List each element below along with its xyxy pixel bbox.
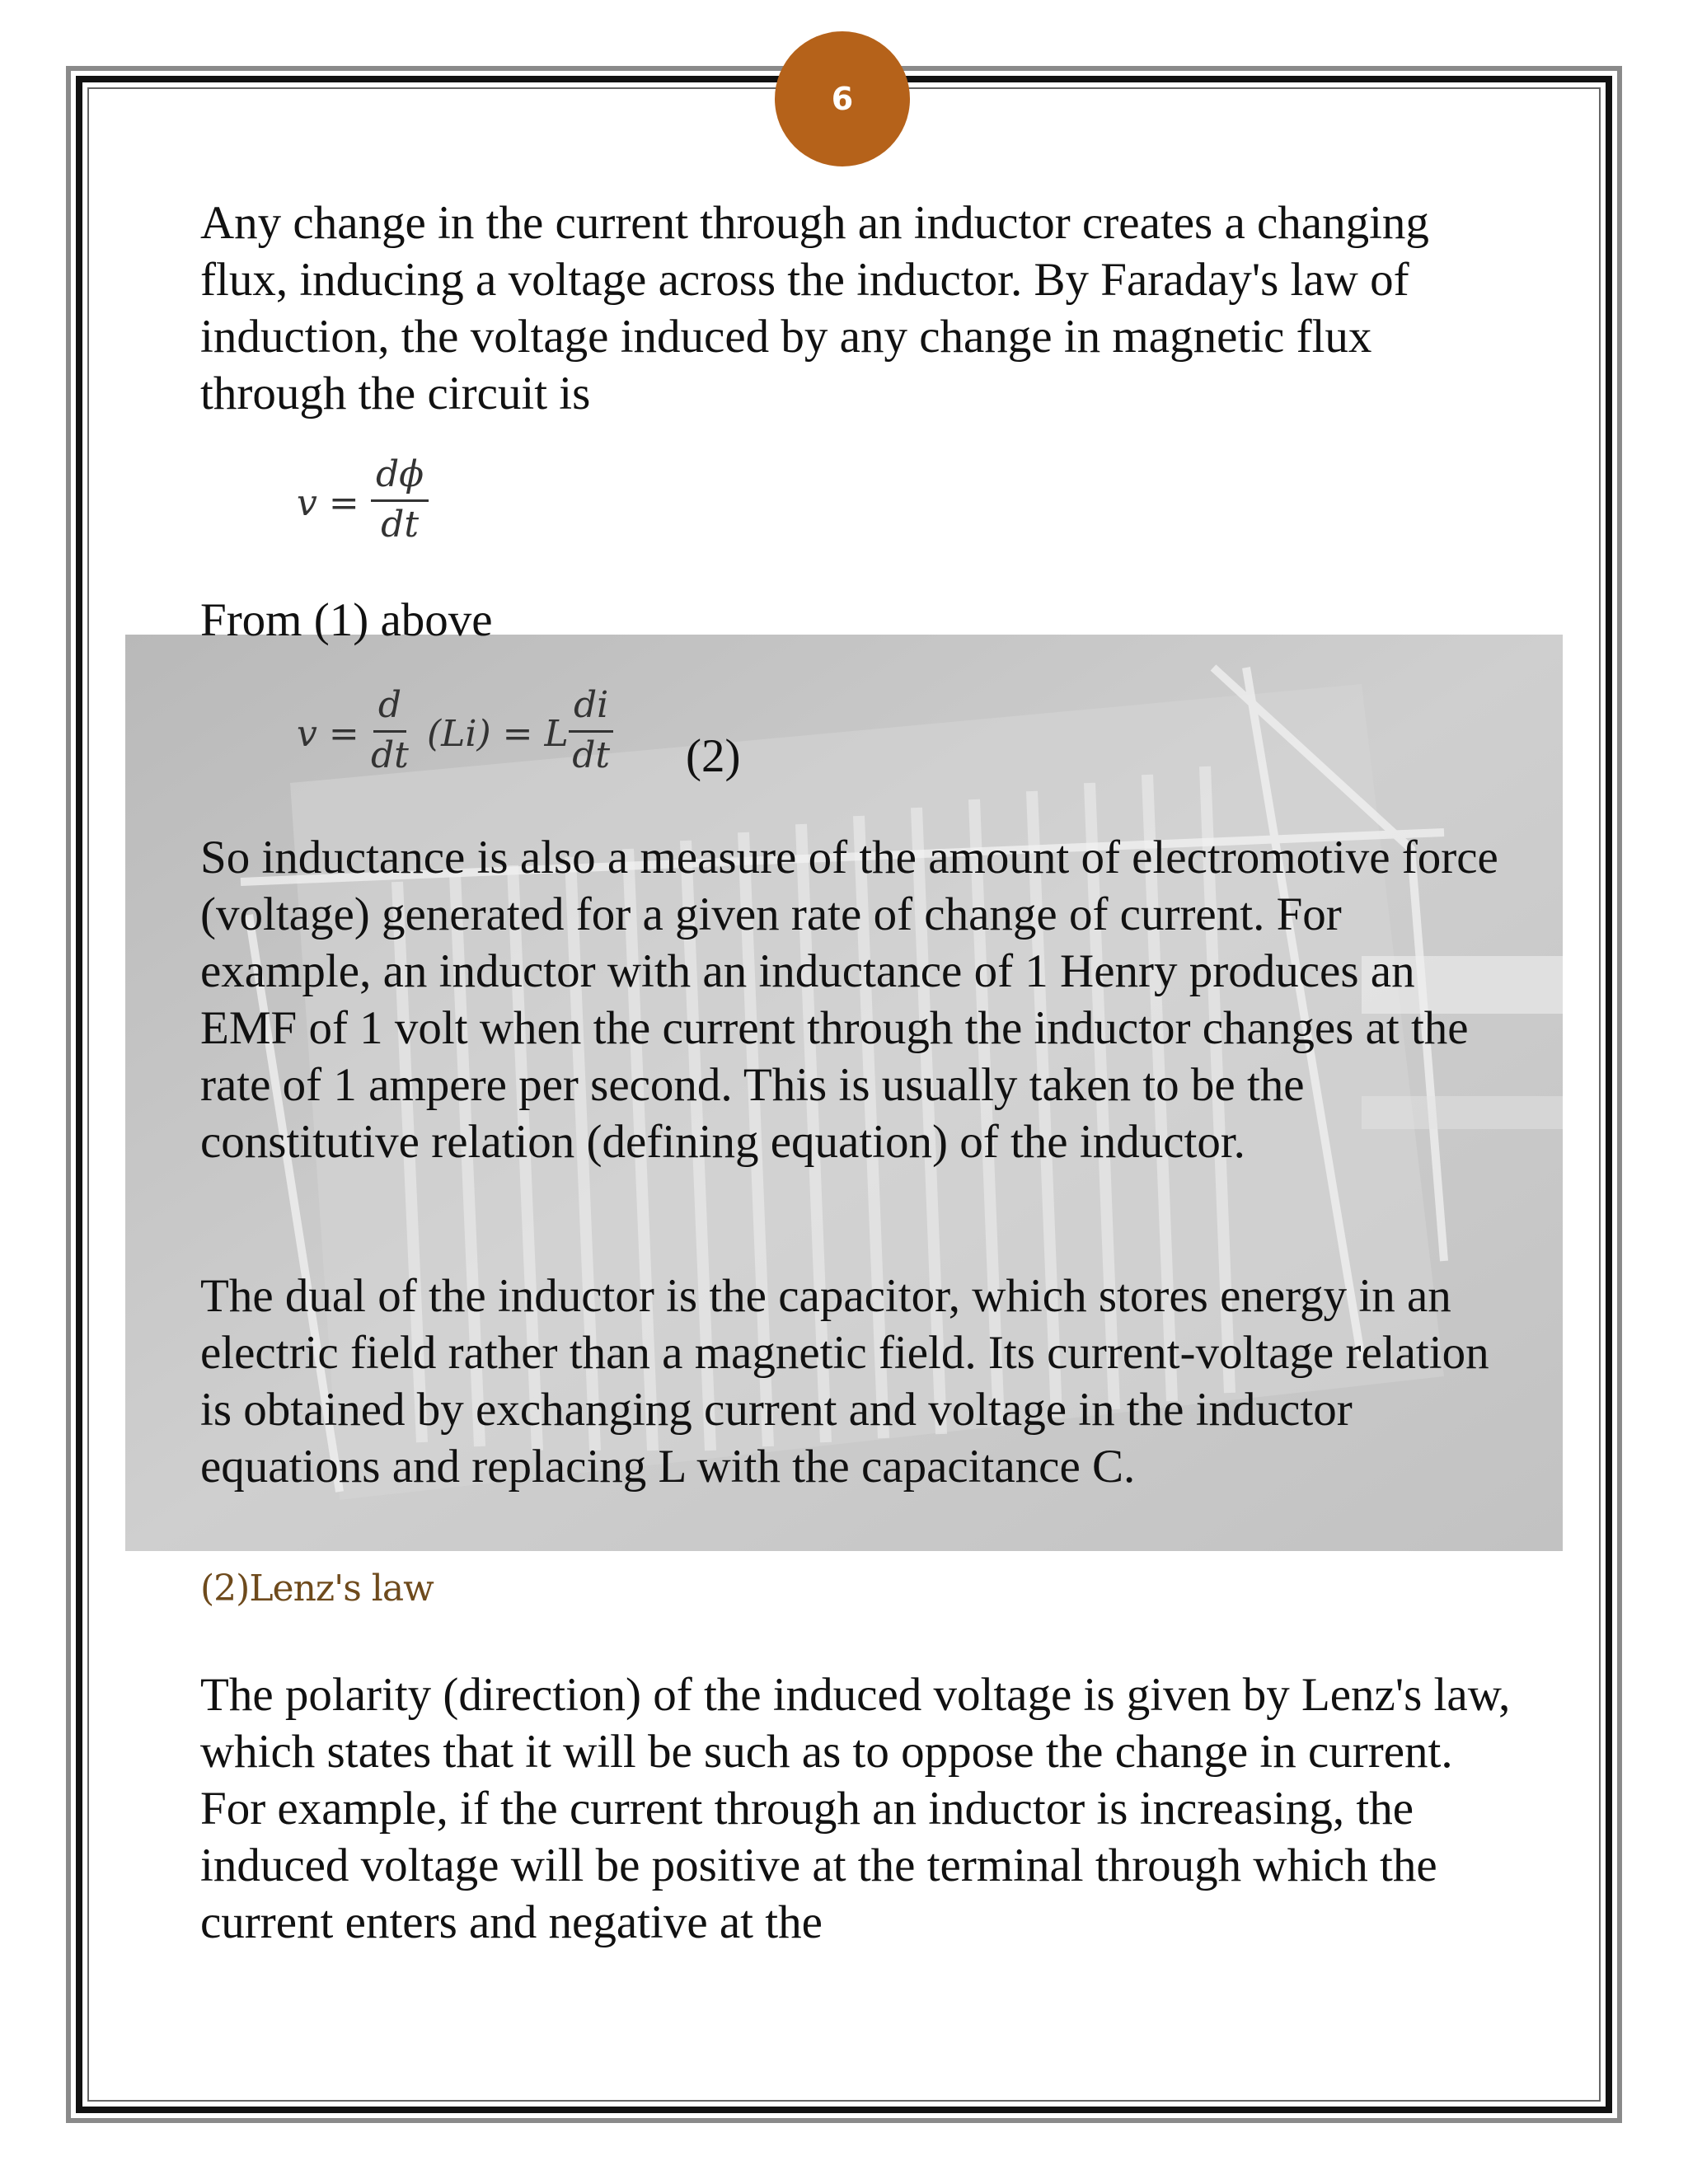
equation2-fraction-d-dt <box>371 684 409 777</box>
equation2-fraction-di-dt <box>569 684 613 777</box>
equation2-fraction1-denominator: dt <box>371 734 409 776</box>
paragraph-inductance-measure: So inductance is also a measure of the amount of electromotive force (voltage) generated for a given rate of change of current. For example, an inductor with an inductance of 1 Henry produces an EMF of 1 volt when the current through the inductor changes at the rate of 1 ampere per second. This is usually taken to be the constitutive relation (defining equation) of the inductor. <box>200 832 1498 1168</box>
equation1-denominator: dt <box>381 504 420 546</box>
section-heading-lenz: (2)Lenz's law <box>200 1568 434 1610</box>
equation2-middle: (Li) = L <box>427 713 569 755</box>
paragraph-lenz-law: The polarity (direction) of the induced voltage is given by Lenz's law, which states that it will be such as to oppose the change in current. For example, if the current through an inductor is increasing, the induced voltage will be positive at the terminal through which the current enters and negative at the <box>200 1669 1511 1948</box>
equation1-numerator: dϕ <box>371 453 429 502</box>
paragraph-from-above: From (1) above <box>200 594 493 646</box>
equation1-lhs: v = <box>297 482 359 524</box>
paragraph-dual-capacitor: The dual of the inductor is the capacitor, which stores energy in an electric field rather than a magnetic field. Its current-voltage relation is obtained by exchanging current and voltage in the inductor equations and replacing L with the capacitance C. <box>200 1270 1489 1493</box>
equation1-fraction <box>371 453 429 546</box>
equation2-lhs: v = <box>297 713 359 755</box>
page-number-badge: 6 <box>775 31 910 166</box>
paragraph-faraday: Any change in the current through an inductor creates a changing flux, inducing a voltage across the inductor. By Faraday's law of induction, the voltage induced by any change in magnetic flux through the circuit is <box>200 197 1429 419</box>
equation2-fraction2-numerator: di <box>569 684 613 733</box>
equation2-number: (2) <box>686 730 741 782</box>
equation2-fraction1-numerator: d <box>373 684 406 733</box>
equation2-fraction2-denominator: dt <box>572 734 611 776</box>
